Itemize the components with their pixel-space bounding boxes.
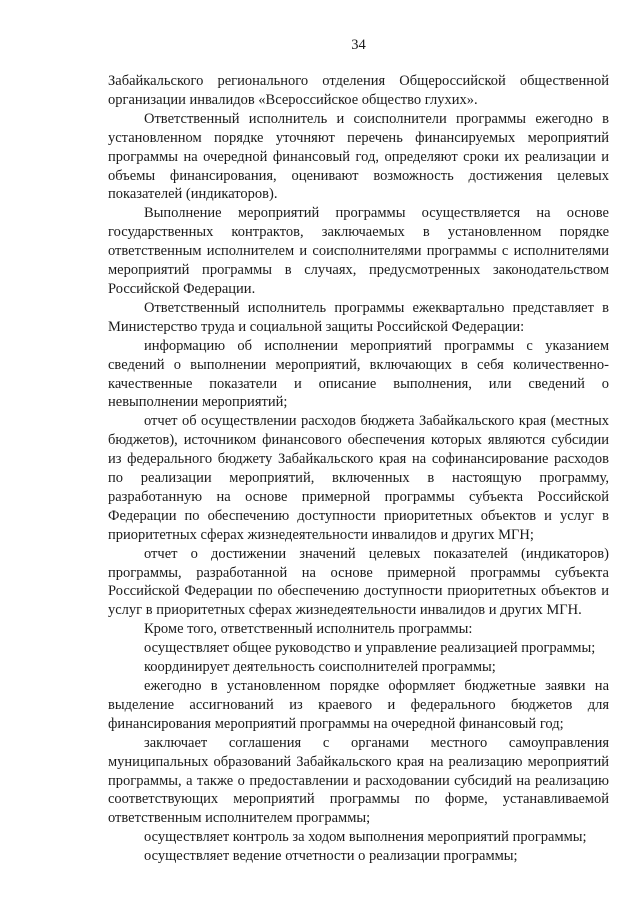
paragraph: Выполнение мероприятий программы осуществляется на основе государственных контрактов, заключаемых в установленном порядке ответственным исполнителем и соисполнителями программы с исполнителями мероприятий программы в случаях, предусмотренных законодательством Российской Федерации. <box>108 205 609 297</box>
page-number: 34 <box>351 37 366 53</box>
paragraph: координирует деятельность соисполнителей программы; <box>144 659 496 676</box>
paragraph: осуществляет ведение отчетности о реализации программы; <box>144 848 518 865</box>
document-body <box>108 72 609 866</box>
paragraph: информацию об исполнении мероприятий программы с указанием сведений о выполнении мероприятий, включающих в себя количественно-качественные показатели и описание выполнения, или сведений о невыполнении мероприятий; <box>108 337 609 411</box>
paragraph: Кроме того, ответственный исполнитель программы: <box>144 621 473 638</box>
paragraph: Ответственный исполнитель и соисполнители программы ежегодно в установленном порядке уточняют перечень финансируемых мероприятий программы на очередной финансовый год, определяют сроки их реализации и объемы финансирования, оценивают возможность достижения целевых показателей (индикаторов). <box>108 110 609 203</box>
document-page <box>108 36 609 866</box>
paragraph: заключает соглашения с органами местного самоуправления муниципальных образований Забайкальского края на реализацию мероприятий программы, а также о предоставлении и расходовании субсидий на реализацию соответствующих мероприятий программы по форме, устанавливаемой ответственным исполнителем программы; <box>108 734 609 827</box>
paragraph: осуществляет общее руководство и управление реализацией программы; <box>144 640 596 657</box>
paragraph: отчет о достижении значений целевых показателей (индикаторов) программы, разработанной на основе примерной программы субъекта Российской Федерации по обеспечению доступности приоритетных объектов и услуг в приоритетных сферах жизнедеятельности инвалидов и других МГН. <box>108 545 609 619</box>
paragraph: осуществляет контроль за ходом выполнения мероприятий программы; <box>144 829 587 846</box>
paragraph: отчет об осуществлении расходов бюджета Забайкальского края (местных бюджетов), источником финансового обеспечения которых являются субсидии из федерального бюджету Забайкальского края на софинансирование расходов по реализации мероприятий, включенных в настоящую программу, разработанную на основе примерной программы субъекта Российской Федерации по обеспечению доступности приоритетных объектов и услуг в приоритетных сферах жизнедеятельности инвалидов и других МГН; <box>108 413 609 543</box>
paragraph: ежегодно в установленном порядке оформляет бюджетные заявки на выделение ассигнований из краевого и федерального бюджетов для финансирования мероприятий программы на очередной финансовый год; <box>108 678 609 732</box>
paragraph: Ответственный исполнитель программы ежеквартально представляет в Министерство труда и социальной защиты Российской Федерации: <box>108 299 609 335</box>
paragraph: Забайкальского регионального отделения Общероссийской общественной организации инвалидов «Всероссийское общество глухих». <box>108 73 609 108</box>
